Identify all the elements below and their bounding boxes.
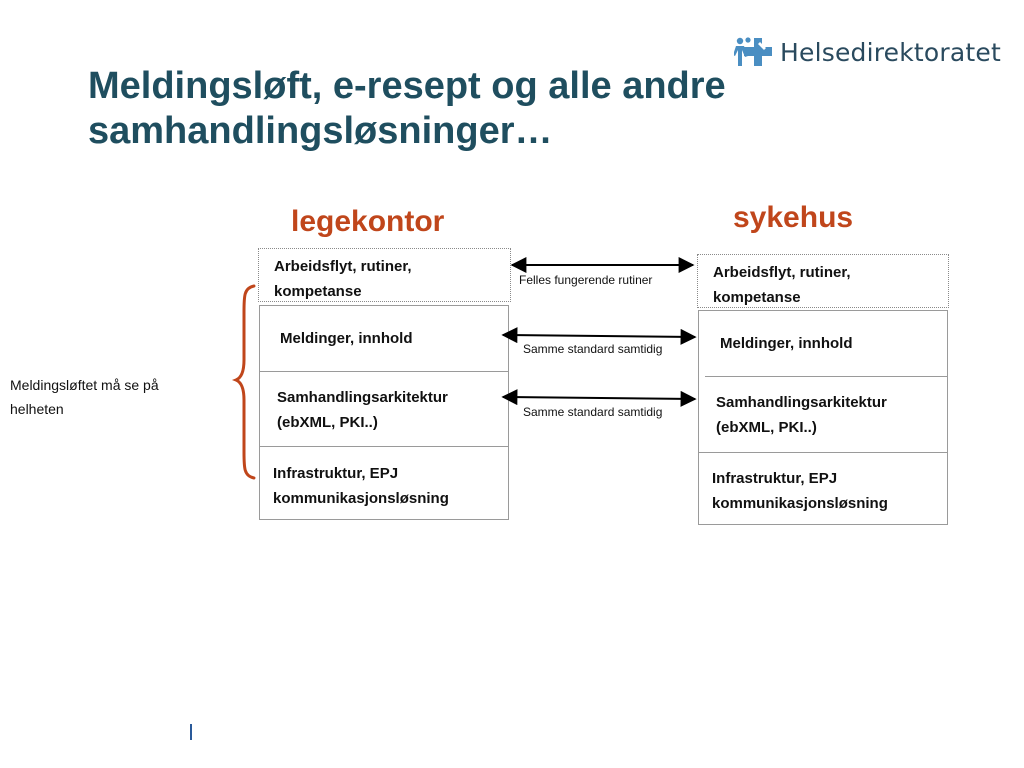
right-layer-infrastructure-line-2: kommunikasjonsløsning — [712, 495, 888, 512]
left-workflow-line-2: kompetanse — [274, 283, 362, 300]
footer-marker — [190, 724, 192, 740]
side-note-line-1: Meldingsløftet må se på — [10, 377, 159, 393]
label-samme-standard-2: Samme standard samtidig — [523, 405, 663, 419]
logo-text: Helsedirektoratet — [780, 37, 1002, 67]
heading-legekontor: legekontor — [291, 205, 445, 238]
side-note-line-2: helheten — [10, 401, 64, 417]
right-layer-infrastructure-line-1: Infrastruktur, EPJ — [712, 470, 838, 487]
left-layer-architecture-line-1: Samhandlingsarkitektur — [277, 389, 448, 406]
right-workflow-line-1: Arbeidsflyt, rutiner, — [713, 264, 851, 281]
heading-sykehus: sykehus — [733, 201, 854, 234]
left-layer-infrastructure-line-2: kommunikasjonsløsning — [273, 490, 449, 507]
label-samme-standard-1: Samme standard samtidig — [523, 342, 663, 356]
left-layer-architecture-line-2: (ebXML, PKI..) — [277, 414, 378, 431]
title-line-1: Meldingsløft, e-resept og alle andre — [88, 65, 726, 107]
right-layer-architecture-line-1: Samhandlingsarkitektur — [716, 394, 887, 411]
right-layer-messages-line-1: Meldinger, innhold — [720, 335, 853, 352]
arrow-messages — [503, 335, 695, 337]
left-workflow-line-1: Arbeidsflyt, rutiner, — [274, 258, 412, 275]
side-note — [10, 373, 159, 421]
curly-brace — [236, 286, 254, 478]
left-layer-messages-line-1: Meldinger, innhold — [280, 330, 413, 347]
title-line-2: samhandlingsløsninger… — [88, 110, 553, 152]
right-layer-architecture-line-2: (ebXML, PKI..) — [716, 419, 817, 436]
arrow-architecture — [503, 397, 695, 399]
right-workflow-line-2: kompetanse — [713, 289, 801, 306]
label-felles-rutiner: Felles fungerende rutiner — [519, 273, 653, 287]
left-layer-infrastructure-line-1: Infrastruktur, EPJ — [273, 465, 399, 482]
